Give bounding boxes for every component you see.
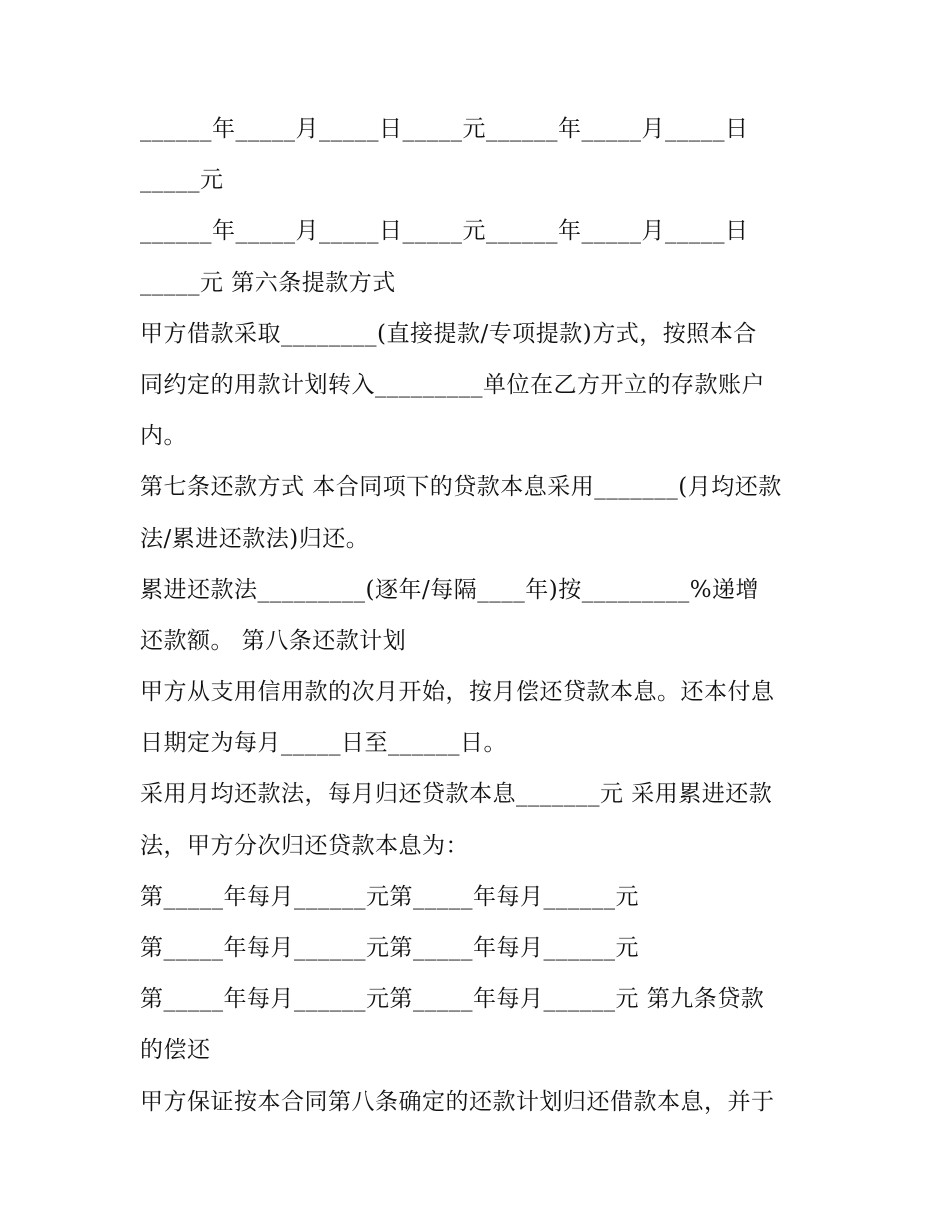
text-line: 第_____年每月______元第_____年每月______元 <box>140 935 639 961</box>
text-line: 甲方借款采取________(直接提款/专项提款)方式，按照本合 <box>140 320 757 347</box>
text-line: 甲方从支用信用款的次月开始，按月偿还贷款本息。还本付息 <box>140 679 775 706</box>
text-line: 第七条还款方式 本合同项下的贷款本息采用_______(月均还款 <box>140 474 782 501</box>
text-line: 法/累进还款法)归还。 <box>140 525 370 552</box>
text-line: 日期定为每月_____日至______日。 <box>140 730 507 757</box>
text-line: ______年_____月_____日_____元______年_____月_____日 <box>140 218 749 245</box>
text-line: 甲方保证按本合同第八条确定的还款计划归还借款本息，并于 <box>140 1088 775 1115</box>
text-line: 累进还款法_________(逐年/每隔____年)按_________%递增 <box>140 576 760 603</box>
text-line: _____元 <box>140 167 224 194</box>
document-body <box>140 104 830 1128</box>
text-line: 还款额。 第八条还款计划 <box>140 627 407 654</box>
text-line: 法，甲方分次归还贷款本息为： <box>140 832 469 859</box>
text-line: 的偿还 <box>140 1037 211 1064</box>
text-line: 采用月均还款法，每月归还贷款本息_______元 采用累进还款 <box>140 781 773 808</box>
text-line: ______年_____月_____日_____元______年_____月_____日 <box>140 116 749 142</box>
text-line: 同约定的用款计划转入_________单位在乙方开立的存款账户 <box>140 371 765 398</box>
text-line: 内。 <box>140 423 187 450</box>
text-line: 第_____年每月______元第_____年每月______元 <box>140 883 639 910</box>
text-line: _____元 第六条提款方式 <box>140 269 396 296</box>
text-line: 第_____年每月______元第_____年每月______元 第九条贷款 <box>140 986 765 1013</box>
